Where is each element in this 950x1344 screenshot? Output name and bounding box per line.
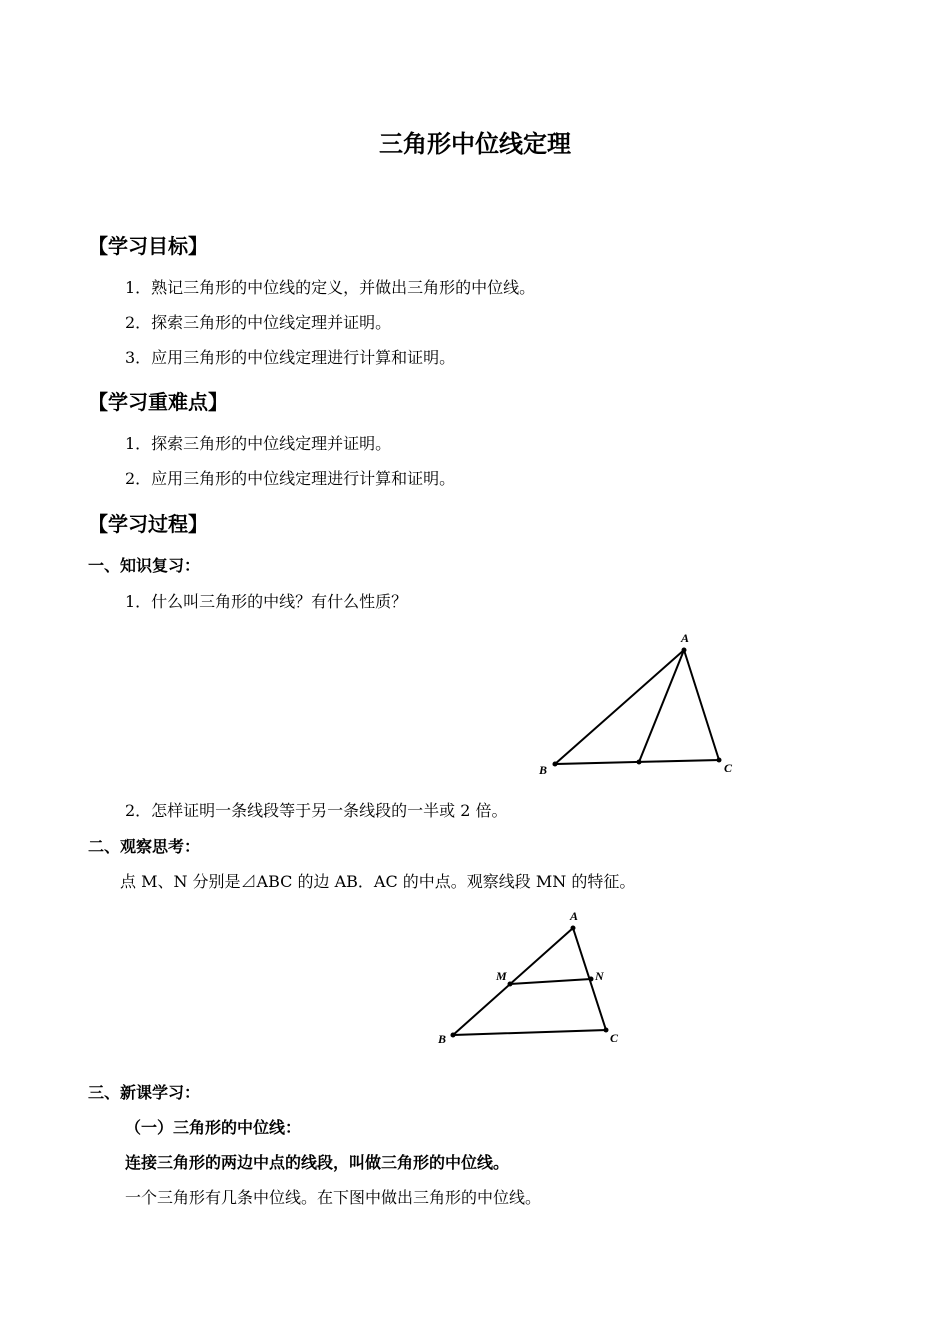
goal-item-3: 3．应用三角形的中位线定理进行计算和证明。: [125, 348, 456, 367]
point-a: [682, 648, 687, 653]
process-header: 【学习过程】: [88, 512, 208, 536]
triangle-abc: [453, 928, 606, 1035]
midline-triangle-figure: [430, 905, 630, 1055]
goals-header: 【学习目标】: [88, 234, 208, 258]
midline-definition: 连接三角形的两边中点的线段，叫做三角形的中位线。: [125, 1153, 510, 1172]
point-b: [553, 762, 558, 767]
label-a: A: [570, 909, 579, 923]
point-a: [571, 926, 576, 931]
midline-mn: [510, 979, 591, 984]
label-b: B: [539, 763, 548, 777]
key-point-item-2: 2．应用三角形的中位线定理进行计算和证明。: [125, 469, 456, 488]
triangle-abc: [555, 650, 719, 764]
review-question-1: 1．什么叫三角形的中线？有什么性质？: [125, 592, 408, 611]
median-triangle-figure: [530, 625, 750, 785]
observe-text: 点 M、N 分别是⊿ABC 的边 AB．AC 的中点。观察线段 MN 的特征。: [120, 872, 636, 891]
review-title: 一、知识复习：: [88, 556, 201, 575]
page-title: 三角形中位线定理: [379, 129, 571, 158]
label-b: B: [438, 1032, 447, 1046]
midline-task: 一个三角形有几条中位线。在下图中做出三角形的中位线。: [125, 1188, 542, 1207]
point-midpoint: [637, 760, 642, 765]
new-lesson-title: 三、新课学习：: [88, 1083, 201, 1102]
label-n: N: [595, 969, 604, 983]
point-c: [604, 1028, 609, 1033]
label-c: C: [610, 1031, 619, 1045]
key-point-item-1: 1．探索三角形的中位线定理并证明。: [125, 434, 392, 453]
goal-item-1: 1．熟记三角形的中位线的定义，并做出三角形的中位线。: [125, 278, 536, 297]
label-c: C: [724, 761, 733, 775]
observe-title: 二、观察思考：: [88, 837, 201, 856]
part1-title: （一）三角形的中位线：: [125, 1118, 302, 1137]
point-n: [589, 977, 594, 982]
key-points-header: 【学习重难点】: [88, 390, 228, 414]
label-a: A: [681, 631, 690, 645]
median-line: [639, 650, 684, 762]
goal-item-2: 2．探索三角形的中位线定理并证明。: [125, 313, 392, 332]
point-m: [508, 982, 513, 987]
point-b: [451, 1033, 456, 1038]
label-m: M: [496, 969, 507, 983]
point-c: [717, 758, 722, 763]
review-question-2: 2．怎样证明一条线段等于另一条线段的一半或 2 倍。: [125, 801, 508, 820]
